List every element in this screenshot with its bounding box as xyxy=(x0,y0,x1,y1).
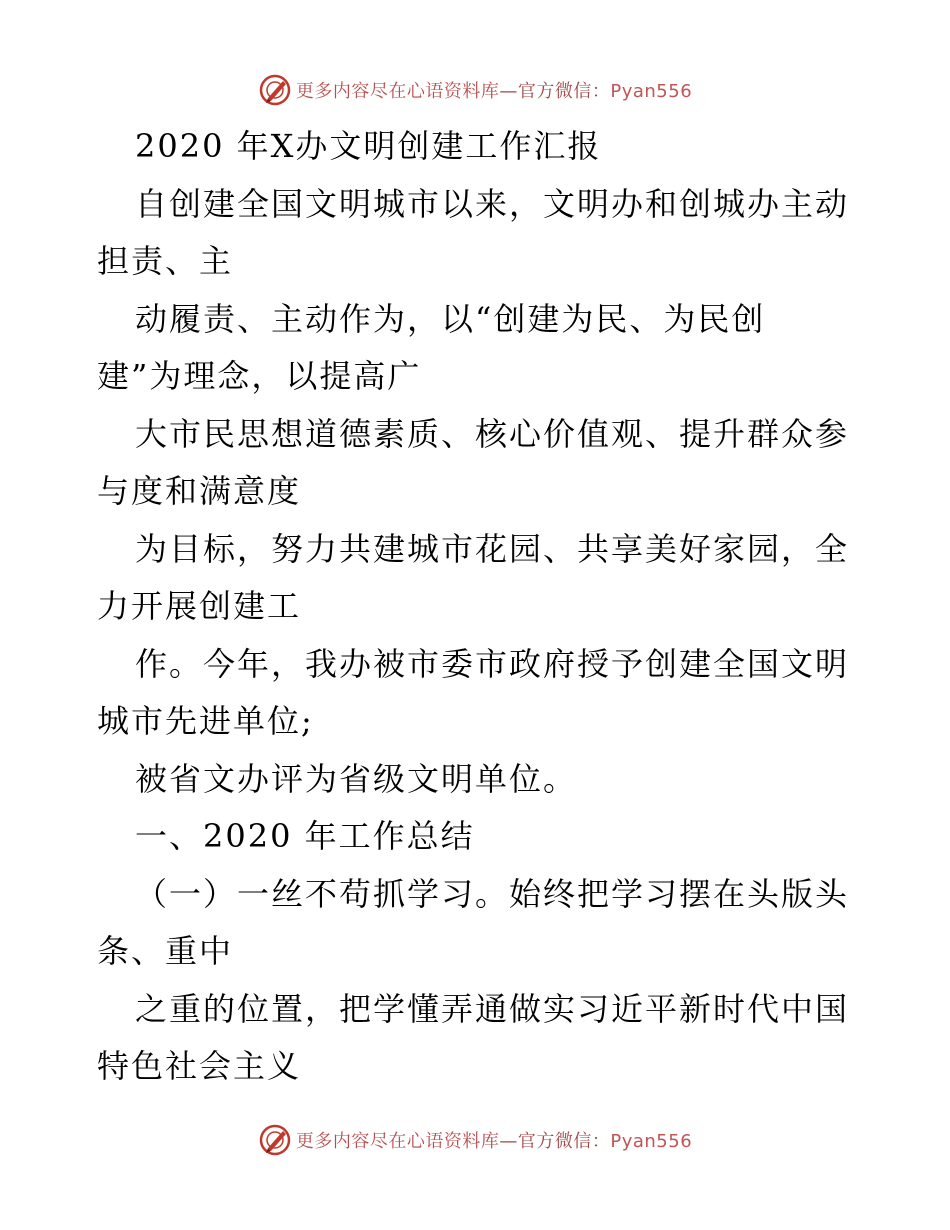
watermark-text: 更多内容尽在心语资料库—官方微信：Pyan556 xyxy=(295,81,693,102)
footer-watermark xyxy=(0,1120,950,1160)
paragraph-line: 为目标，努力共建城市花园、共享美好家园，全 xyxy=(135,529,850,568)
section-heading: 一、2020 年工作总结 xyxy=(135,817,475,855)
watermark-text: 更多内容尽在心语资料库—官方微信：Pyan556 xyxy=(295,1131,693,1152)
paragraph-line: 担责、主 xyxy=(97,242,234,280)
paragraph-line: 特色社会主义 xyxy=(97,1047,302,1085)
header-watermark xyxy=(0,70,950,110)
paragraph-line: 与度和满意度 xyxy=(97,472,302,510)
document-body xyxy=(97,118,857,1096)
paragraph-line: 条、重中 xyxy=(97,932,234,970)
subsection-heading: （一）一丝不苟抓学习。始终把学习摆在头版头 xyxy=(135,874,850,913)
paragraph-line: 力开展创建工 xyxy=(97,587,302,625)
paragraph-line: 建”为理念，以提高广 xyxy=(97,357,422,395)
paragraph-line: 作。今年，我办被市委市政府授予创建全国文明 xyxy=(135,644,850,683)
paragraph-line: 被省文办评为省级文明单位。 xyxy=(135,759,578,798)
paragraph-line: 大市民思想道德素质、核心价值观、提升群众参 xyxy=(135,414,850,453)
paragraph-line: 动履责、主动作为，以“创建为民、为民创 xyxy=(135,299,766,338)
pen-logo-icon xyxy=(258,1123,292,1157)
paragraph-line: 之重的位置，把学懂弄通做实习近平新时代中国 xyxy=(135,989,850,1028)
document-title: 2020 年X办文明创建工作汇报 xyxy=(135,127,602,165)
paragraph-line: 自创建全国文明城市以来，文明办和创城办主动 xyxy=(135,184,850,223)
paragraph-line: 城市先进单位; xyxy=(97,702,314,740)
pen-logo-icon xyxy=(258,73,292,107)
